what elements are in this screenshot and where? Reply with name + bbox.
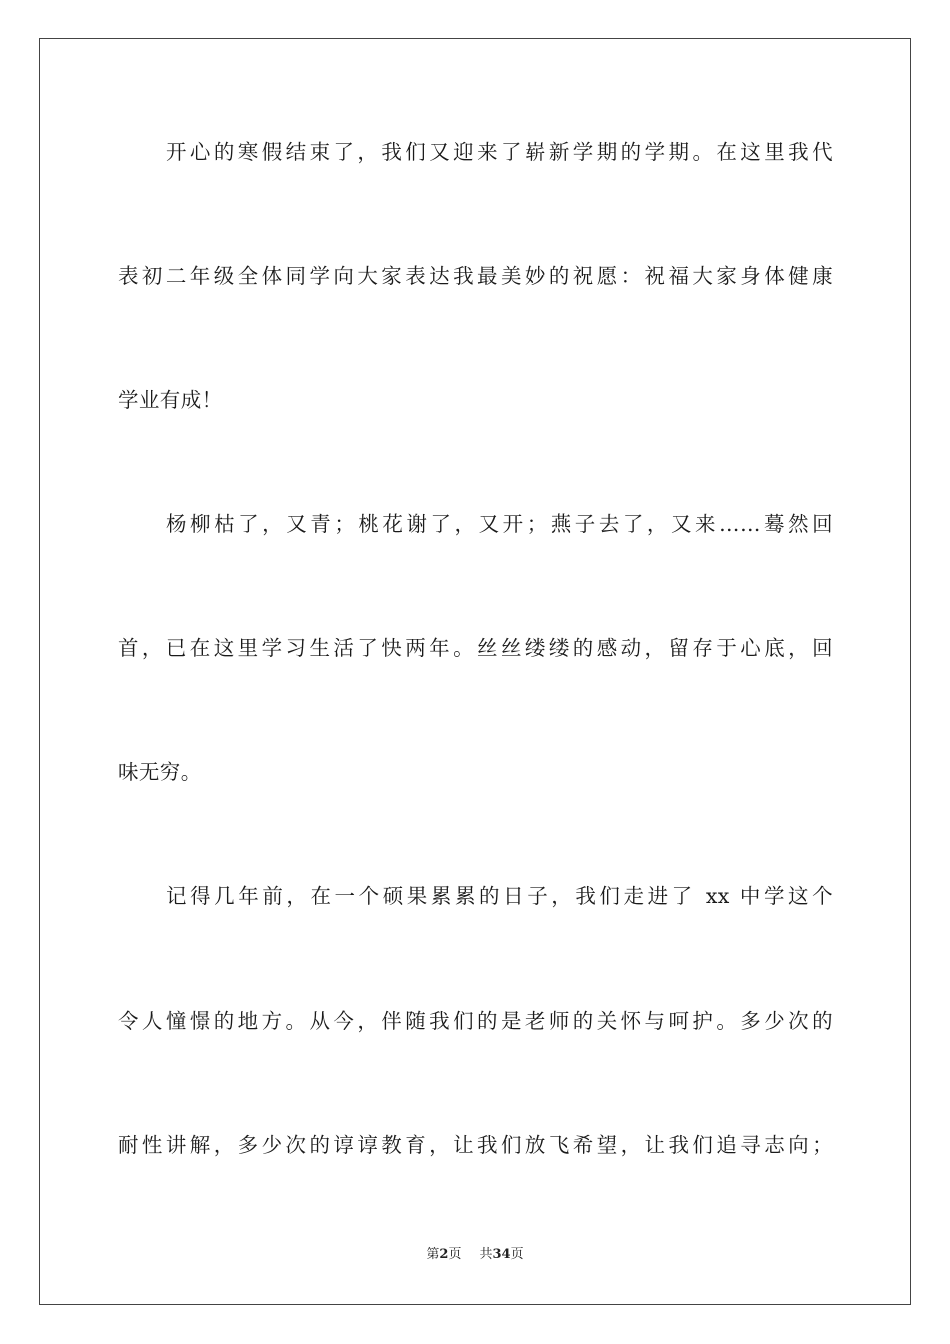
- page-footer: [0, 1246, 950, 1264]
- paragraph-2-line-1: 杨柳枯了，又青；桃花谢了，又开；燕子去了，又来……蓦然回: [166, 512, 833, 536]
- paragraph-3-line-3: 耐性讲解，多少次的谆谆教育，让我们放飞希望，让我们追寻志向；: [118, 1133, 833, 1157]
- paragraph-1-line-2: 表初二年级全体同学向大家表达我最美妙的祝愿：祝福大家身体健康: [118, 264, 833, 288]
- paragraph-2-line-3: 味无穷。: [118, 760, 202, 784]
- footer-page-suffix: 页: [448, 1247, 462, 1262]
- paragraph-3-line-1: 记得几年前，在一个硕果累累的日子，我们走进了 xx 中学这个: [166, 884, 833, 908]
- page-border: [39, 38, 911, 1305]
- footer-page-prefix: 第: [426, 1247, 440, 1262]
- paragraph-1-line-3: 学业有成！: [118, 388, 223, 412]
- footer-page-number: 2: [439, 1247, 449, 1262]
- paragraph-3-line-2: 令人憧憬的地方。从今，伴随我们的是老师的关怀与呵护。多少次的: [118, 1009, 833, 1033]
- footer-total-prefix: 共: [479, 1247, 493, 1262]
- footer-total-suffix: 页: [510, 1247, 524, 1262]
- paragraph-2-line-2: 首，已在这里学习生活了快两年。丝丝缕缕的感动，留存于心底，回: [118, 636, 833, 660]
- footer-total-pages: 34: [492, 1247, 511, 1262]
- paragraph-1-line-1: 开心的寒假结束了，我们又迎来了崭新学期的学期。在这里我代: [166, 140, 833, 164]
